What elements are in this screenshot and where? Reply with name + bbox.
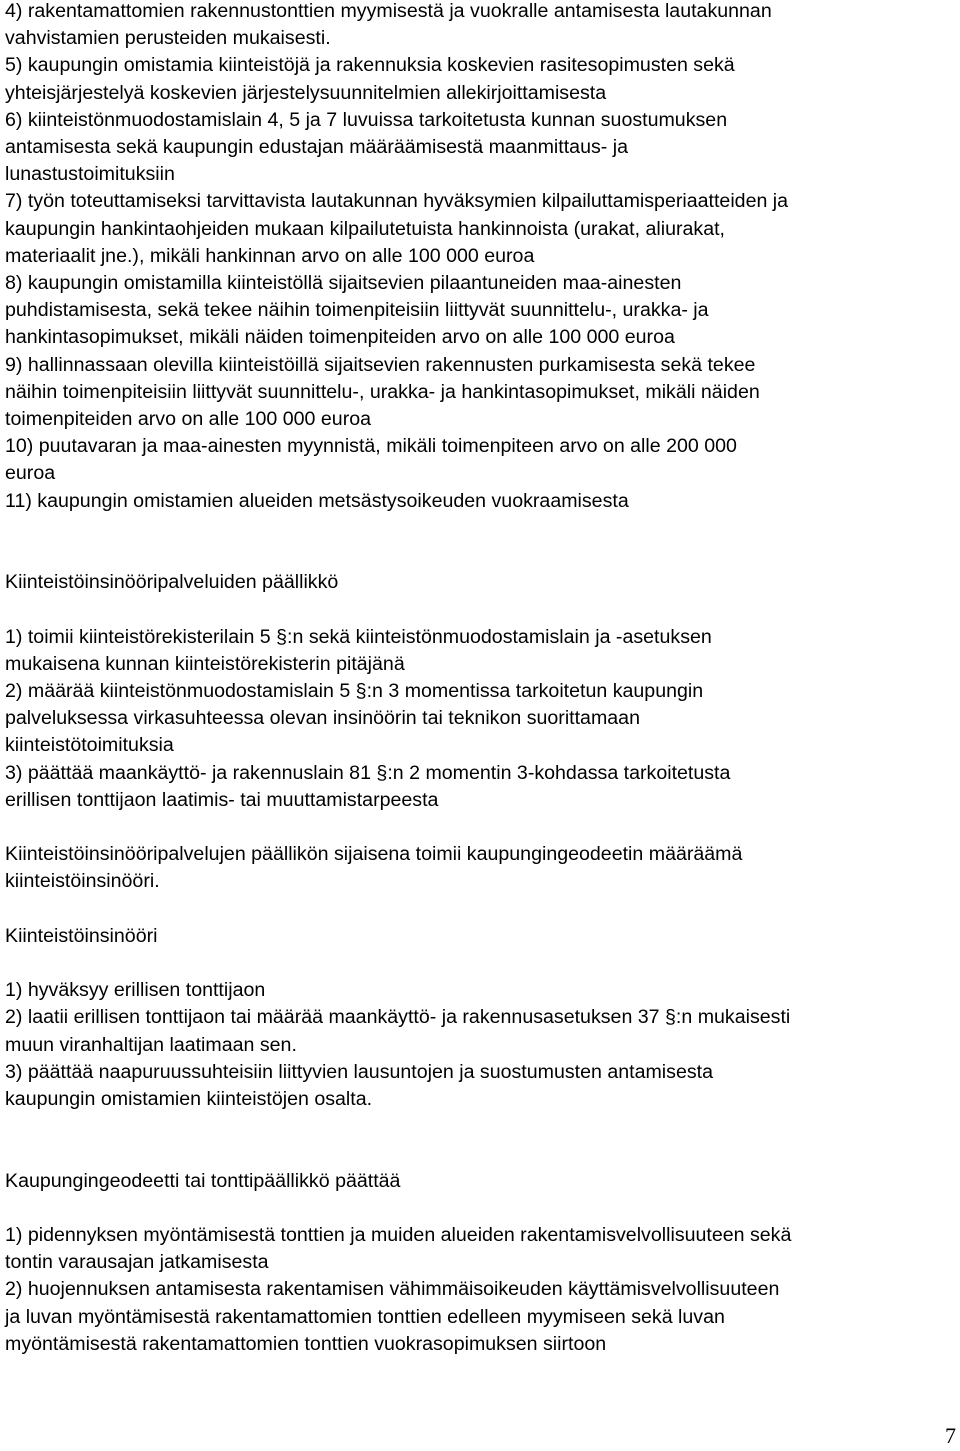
text-line: palveluksessa virkasuhteessa olevan insinöörin tai teknikon suorittamaan [5,707,640,730]
text-line: lunastustoimituksiin [5,163,175,186]
delegation-list [5,624,960,814]
text-line: euroa [5,462,56,485]
text-line: puhdistamisesta, sekä tekee näihin toimenpiteisiin liittyvät suunnittelu-, urakka- ja [5,299,709,322]
delegation-list-continued [5,0,960,515]
text-line: 2) määrää kiinteistönmuodostamislain 5 §:n 3 momentissa tarkoitetun kaupungin [5,680,704,703]
text-line: kiinteistötoimituksia [5,734,174,757]
text-line: 1) pidennyksen myöntämisestä tonttien ja muiden alueiden rakentamisvelvollisuuteen sekä [5,1224,792,1247]
text-line: 8) kaupungin omistamilla kiinteistöllä sijaitsevien pilaantuneiden maa-ainesten [5,272,682,295]
text-line: 4) rakentamattomien rakennustonttien myymisestä ja vuokralle antamisesta lautakunnan [5,0,772,22]
text-line: antamisesta sekä kaupungin edustajan määräämisestä maanmittaus- ja [5,136,628,159]
section-heading: Kaupungingeodeetti tai tonttipäällikkö päättää [5,1169,401,1192]
text-line: materiaalit jne.), mikäli hankinnan arvo on alle 100 000 euroa [5,244,535,267]
spacer [5,1113,960,1167]
text-line: 9) hallinnassaan olevilla kiinteistöillä sijaitsevien rakennusten purkamisesta sekä tekee [5,353,756,376]
text-line: muun viranhaltijan laatimaan sen. [5,1033,297,1056]
spacer [5,515,960,569]
text-line: mukaisena kunnan kiinteistörekisterin pitäjänä [5,652,405,675]
text-line: yhteisjärjestelyä koskevien järjestelysuunnitelmien allekirjoittamisesta [5,81,607,104]
section-heading: Kiinteistöinsinööripalveluiden päällikkö [5,571,339,594]
text-line: 5) kaupungin omistamia kiinteistöjä ja rakennuksia koskevien rasitesopimusten sekä [5,54,735,77]
spacer [5,1195,960,1222]
text-line: vahvistamien perusteiden mukaisesti. [5,27,331,50]
text-line: kiinteistöinsinööri. [5,870,160,893]
spacer [5,596,960,623]
delegation-list [5,1222,960,1358]
text-line: hankintasopimukset, mikäli näiden toimenpiteiden arvo on alle 100 000 euroa [5,326,675,349]
text-line: myöntämisestä rakentamattomien tonttien vuokrasopimuksen siirtoon [5,1332,607,1355]
text-line: ja luvan myöntämisestä rakentamattomien tonttien edelleen myymiseen sekä luvan [5,1305,725,1328]
text-line: 3) päättää naapuruussuhteisiin liittyvien lausuntojen ja suostumusten antamisesta [5,1060,713,1083]
spacer [5,896,960,923]
text-line: 1) hyväksyy erillisen tonttijaon [5,979,266,1002]
text-line: 7) työn toteuttamiseksi tarvittavista lautakunnan hyväksymien kilpailuttamisperiaatteiden ja [5,190,789,213]
text-line: Kiinteistöinsinööripalvelujen päällikön sijaisena toimii kaupungingeodeetin määräämä [5,843,743,866]
text-line: tontin varausajan jatkamisesta [5,1251,269,1274]
text-line: 2) laatii erillisen tonttijaon tai määrää maankäyttö- ja rakennusasetuksen 37 §:n mukaisesti [5,1006,791,1029]
text-line: näihin toimenpiteisiin liittyvät suunnittelu-, urakka- ja hankintasopimukset, mikäli näiden [5,380,760,403]
page-number: 7 [945,1423,956,1448]
text-line: 1) toimii kiinteistörekisterilain 5 §:n sekä kiinteistönmuodostamislain ja -asetuksen [5,625,712,648]
text-line: toimenpiteiden arvo on alle 100 000 euroa [5,408,372,431]
text-line: kaupungin hankintaohjeiden mukaan kilpailutetuista hankinnoista (urakat, aliurakat, [5,217,725,240]
text-line: 10) puutavaran ja maa-ainesten myynnistä, mikäli toimenpiteen arvo on alle 200 000 [5,435,737,458]
delegation-list [5,977,960,1113]
document-page [5,0,960,1358]
text-line: 2) huojennuksen antamisesta rakentamisen vähimmäisoikeuden käyttämisvelvollisuuteen [5,1278,780,1301]
text-line: erillisen tonttijaon laatimis- tai muuttamistarpeesta [5,788,439,811]
text-line: kaupungin omistamien kiinteistöjen osalta. [5,1088,373,1111]
text-line: 11) kaupungin omistamien alueiden metsästysoikeuden vuokraamisesta [5,489,629,512]
text-line: 6) kiinteistönmuodostamislain 4, 5 ja 7 luvuissa tarkoitetusta kunnan suostumuksen [5,108,728,131]
section-heading: Kiinteistöinsinööri [5,924,158,947]
text-line: 3) päättää maankäyttö- ja rakennuslain 81 §:n 2 momentin 3-kohdassa tarkoitetusta [5,761,731,784]
spacer [5,950,960,977]
spacer [5,814,960,841]
substitute-paragraph [5,841,960,895]
